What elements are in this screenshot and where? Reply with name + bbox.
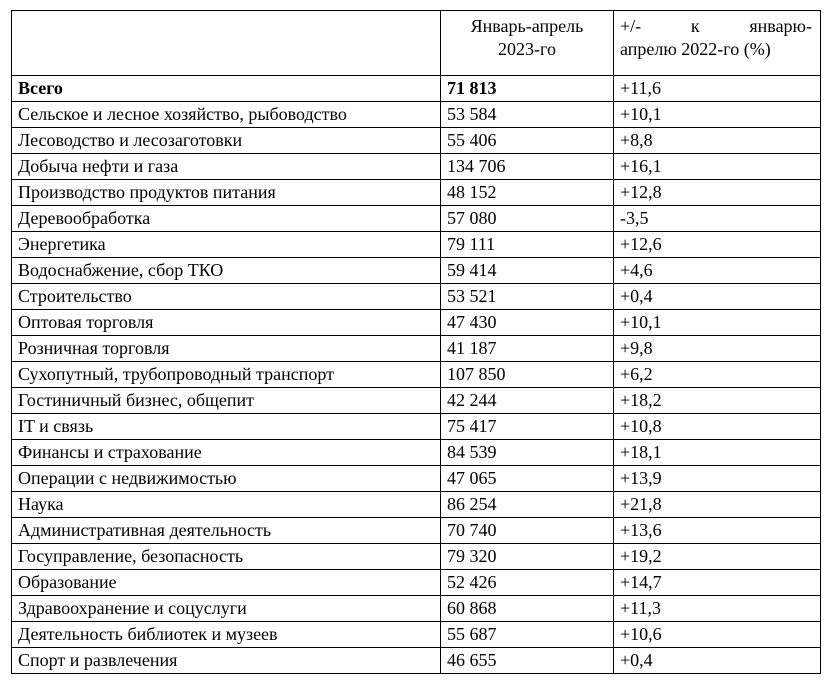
salary-value-cell: 84 539 bbox=[441, 440, 614, 466]
table-row bbox=[12, 102, 821, 128]
total-row bbox=[12, 76, 821, 102]
sector-cell: Финансы и страхование bbox=[12, 440, 441, 466]
salary-value-cell: 47 430 bbox=[441, 310, 614, 336]
sector-cell: Деятельность библиотек и музеев bbox=[12, 622, 441, 648]
sector-cell: Здравоохранение и соцуслуги bbox=[12, 596, 441, 622]
change-percent-cell: +16,1 bbox=[614, 154, 821, 180]
salary-value-cell: 79 111 bbox=[441, 232, 614, 258]
salary-value-cell: 60 868 bbox=[441, 596, 614, 622]
change-percent-cell: +4,6 bbox=[614, 258, 821, 284]
sector-cell: Водоснабжение, сбор ТКО bbox=[12, 258, 441, 284]
salary-value-cell: 53 584 bbox=[441, 102, 614, 128]
salary-value-cell: 48 152 bbox=[441, 180, 614, 206]
table-row bbox=[12, 648, 821, 674]
header-row bbox=[12, 11, 821, 76]
change-percent-cell: +9,8 bbox=[614, 336, 821, 362]
table-row bbox=[12, 128, 821, 154]
salary-value-cell: 59 414 bbox=[441, 258, 614, 284]
table-row bbox=[12, 180, 821, 206]
change-percent-cell: +13,9 bbox=[614, 466, 821, 492]
change-percent-cell: +10,1 bbox=[614, 310, 821, 336]
header-period-cell bbox=[441, 11, 614, 76]
sector-cell: Строительство bbox=[12, 284, 441, 310]
salary-value-cell: 79 320 bbox=[441, 544, 614, 570]
salary-value-cell: 107 850 bbox=[441, 362, 614, 388]
sector-cell: Гостиничный бизнес, общепит bbox=[12, 388, 441, 414]
sector-cell: Сухопутный, трубопроводный транспорт bbox=[12, 362, 441, 388]
sector-cell: Энергетика bbox=[12, 232, 441, 258]
sector-cell: Добыча нефти и газа bbox=[12, 154, 441, 180]
table-row bbox=[12, 414, 821, 440]
change-percent-cell: +14,7 bbox=[614, 570, 821, 596]
header-period-line1: Январь-апрель bbox=[470, 16, 584, 36]
salary-value-cell: 46 655 bbox=[441, 648, 614, 674]
table-row bbox=[12, 206, 821, 232]
header-change-line2: апрелю 2022-го (%) bbox=[620, 39, 771, 59]
change-percent-cell: +12,6 bbox=[614, 232, 821, 258]
salary-value-cell: 57 080 bbox=[441, 206, 614, 232]
sector-cell: Производство продуктов питания bbox=[12, 180, 441, 206]
salary-value-cell: 86 254 bbox=[441, 492, 614, 518]
sector-cell: Спорт и развлечения bbox=[12, 648, 441, 674]
table-row bbox=[12, 284, 821, 310]
salary-value-cell: 41 187 bbox=[441, 336, 614, 362]
sector-cell: Лесоводство и лесозаготовки bbox=[12, 128, 441, 154]
salary-value-cell: 75 417 bbox=[441, 414, 614, 440]
salary-value-cell: 134 706 bbox=[441, 154, 614, 180]
table-row bbox=[12, 440, 821, 466]
table-row bbox=[12, 622, 821, 648]
change-percent-cell: +21,8 bbox=[614, 492, 821, 518]
table-row bbox=[12, 466, 821, 492]
sector-cell: Операции с недвижимостью bbox=[12, 466, 441, 492]
change-percent-cell: +8,8 bbox=[614, 128, 821, 154]
salary-value-cell: 70 740 bbox=[441, 518, 614, 544]
salary-value-cell: 47 065 bbox=[441, 466, 614, 492]
sector-cell: Административная деятельность bbox=[12, 518, 441, 544]
table-row bbox=[12, 258, 821, 284]
table-row bbox=[12, 154, 821, 180]
sector-cell: Госуправление, безопасность bbox=[12, 544, 441, 570]
salary-value-cell: 53 521 bbox=[441, 284, 614, 310]
sector-cell: Деревообработка bbox=[12, 206, 441, 232]
salary-value-cell: 55 406 bbox=[441, 128, 614, 154]
change-percent-cell: +18,1 bbox=[614, 440, 821, 466]
sector-cell: Оптовая торговля bbox=[12, 310, 441, 336]
change-percent-cell: +12,8 bbox=[614, 180, 821, 206]
table-row bbox=[12, 336, 821, 362]
table-row bbox=[12, 388, 821, 414]
sector-cell: Образование bbox=[12, 570, 441, 596]
change-percent-cell: +0,4 bbox=[614, 648, 821, 674]
change-percent-cell: -3,5 bbox=[614, 206, 821, 232]
table-row bbox=[12, 570, 821, 596]
table-row bbox=[12, 310, 821, 336]
table-row bbox=[12, 492, 821, 518]
table-row bbox=[12, 362, 821, 388]
table-body bbox=[12, 76, 821, 674]
salary-value-cell: 42 244 bbox=[441, 388, 614, 414]
change-percent-cell: +19,2 bbox=[614, 544, 821, 570]
table-row bbox=[12, 232, 821, 258]
change-percent-cell: +11,6 bbox=[614, 76, 821, 102]
sector-cell: Всего bbox=[12, 76, 441, 102]
header-change-line1: +/- к январю- bbox=[620, 16, 812, 36]
change-percent-cell: +10,6 bbox=[614, 622, 821, 648]
change-percent-cell: +10,1 bbox=[614, 102, 821, 128]
salary-value-cell: 71 813 bbox=[441, 76, 614, 102]
table-row bbox=[12, 544, 821, 570]
header-change-cell bbox=[614, 11, 821, 76]
salary-value-cell: 55 687 bbox=[441, 622, 614, 648]
change-percent-cell: +18,2 bbox=[614, 388, 821, 414]
change-percent-cell: +13,6 bbox=[614, 518, 821, 544]
header-period-line2: 2023-го bbox=[498, 39, 556, 59]
sector-cell: Наука bbox=[12, 492, 441, 518]
change-percent-cell: +0,4 bbox=[614, 284, 821, 310]
change-percent-cell: +10,8 bbox=[614, 414, 821, 440]
table-row bbox=[12, 518, 821, 544]
sector-cell: IT и связь bbox=[12, 414, 441, 440]
sector-cell: Розничная торговля bbox=[12, 336, 441, 362]
salary-table bbox=[11, 10, 821, 674]
header-sector-cell bbox=[12, 11, 441, 76]
sector-cell: Сельское и лесное хозяйство, рыбоводство bbox=[12, 102, 441, 128]
change-percent-cell: +6,2 bbox=[614, 362, 821, 388]
table-row bbox=[12, 596, 821, 622]
salary-value-cell: 52 426 bbox=[441, 570, 614, 596]
change-percent-cell: +11,3 bbox=[614, 596, 821, 622]
